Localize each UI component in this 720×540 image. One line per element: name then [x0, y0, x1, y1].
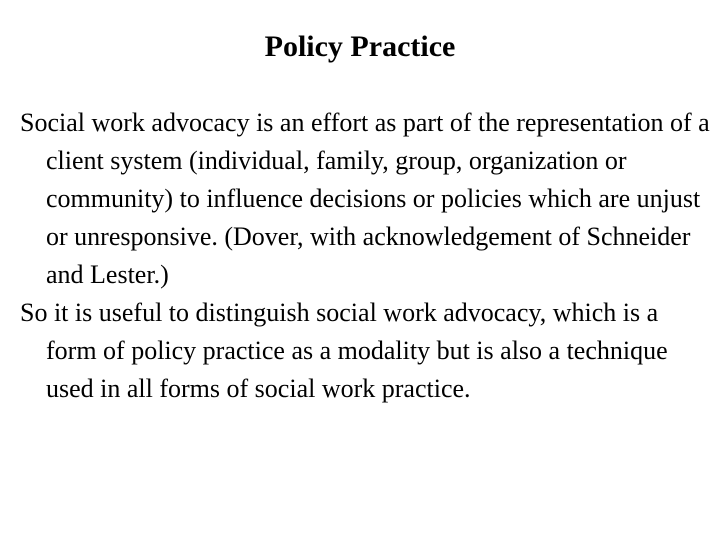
body-paragraph-advocacy-definition: Social work advocacy is an effort as part of the representation of a client system (individual, family, group, organization or community) to influence decisions or policies which are unjust or unresponsive. (Dover, with acknowledgement of Schneider and Lester.) — [20, 108, 710, 289]
slide-title: Policy Practice — [264, 30, 456, 63]
slide-body — [20, 104, 710, 408]
body-paragraph-distinction: So it is useful to distinguish social work advocacy, which is a form of policy practice as a modality but is also a technique used in all forms of social work practice. — [20, 298, 668, 403]
